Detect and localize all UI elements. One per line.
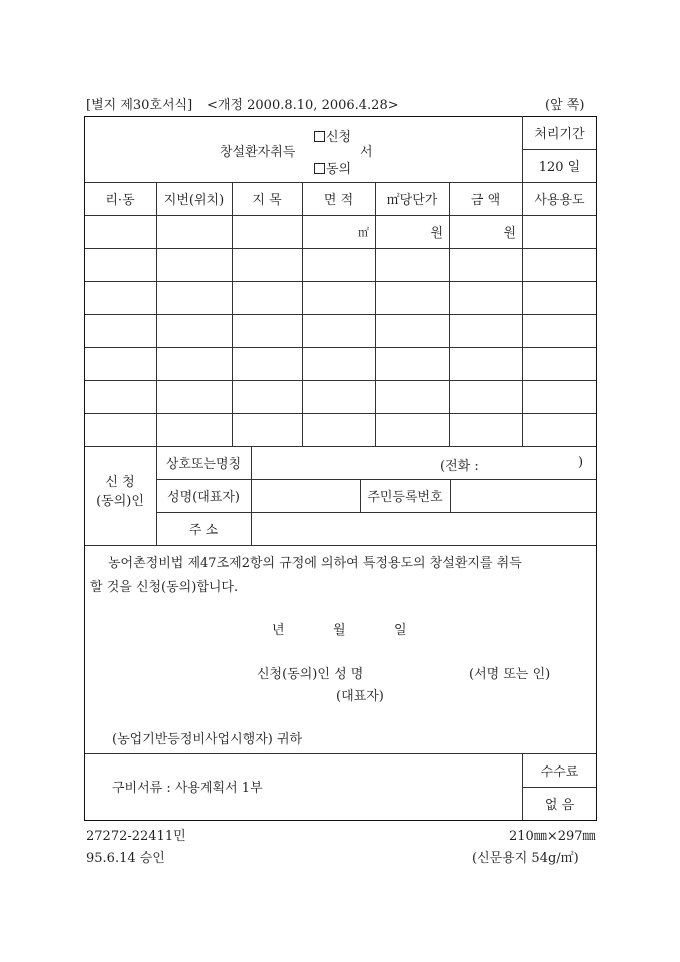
unit-unit-price: 원 (430, 226, 443, 241)
page-side: (앞 쪽) (545, 98, 585, 113)
apply-option[interactable]: 신청 (314, 126, 351, 145)
representative-name-label: 성명(대표자) (167, 490, 240, 505)
apply-checkbox[interactable] (314, 131, 325, 142)
title-suffix: 서 (360, 145, 373, 160)
form-code: 27272-22411민 (86, 829, 186, 844)
processing-period-label: 처리기간 (534, 127, 585, 142)
form-number: [별지 제30호서식] (86, 98, 193, 113)
header-area: 면 적 (323, 193, 354, 208)
unit-amount: 원 (503, 226, 516, 241)
statement-line-1: 농어촌정비법 제47조제2항의 규정에 의하여 특정용도의 창설환지를 취득 (108, 556, 522, 571)
paper-size: 210㎜×297㎜ (509, 829, 596, 844)
header-unit-price: ㎡당단가 (386, 193, 438, 208)
header-amount: 금 액 (470, 193, 501, 208)
signer-representative: (대표자) (336, 689, 384, 704)
trade-name-label: 상호또는명칭 (165, 457, 242, 472)
revision-date: <개정 2000.8.10, 2006.4.28> (207, 98, 399, 113)
signature-note: (서명 또는 인) (469, 667, 551, 682)
signer-label: 신청(동의)인 성 명 (257, 667, 364, 682)
approval-date: 95.6.14 승인 (86, 851, 165, 866)
paper-type: (신문용지 54g/㎡) (472, 851, 579, 866)
header-lot-number: 지번(위치) (163, 193, 225, 208)
application-form (84, 116, 597, 821)
form-title: 창설환자취득 (220, 145, 296, 160)
address-label: 주 소 (188, 523, 219, 538)
required-documents: 구비서류 : 사용계획서 1부 (112, 781, 263, 796)
date-year: 년 (272, 623, 285, 638)
date-day: 일 (394, 623, 407, 638)
phone-label: (전화 : (440, 459, 479, 474)
header-village: 리·동 (105, 193, 135, 208)
applicant-section-label: 신 청 (동의)인 (96, 475, 144, 509)
header-usage: 사용용도 (534, 193, 585, 208)
consent-checkbox[interactable] (314, 163, 325, 174)
date-month: 월 (333, 623, 346, 638)
processing-period-value: 120 일 (538, 160, 581, 175)
recipient: (농업기반등정비사업시행자) 귀하 (112, 732, 303, 747)
statement-line-2: 할 것을 신청(동의)합니다. (90, 580, 239, 595)
resident-number-label: 주민등록번호 (367, 490, 443, 505)
fee-label: 수수료 (540, 764, 579, 780)
header-land-category: 지 목 (252, 193, 282, 208)
phone-close: ) (578, 455, 584, 470)
unit-area: ㎡ (358, 225, 369, 239)
fee-value: 없 음 (544, 798, 575, 813)
consent-option[interactable]: 동의 (314, 158, 351, 177)
